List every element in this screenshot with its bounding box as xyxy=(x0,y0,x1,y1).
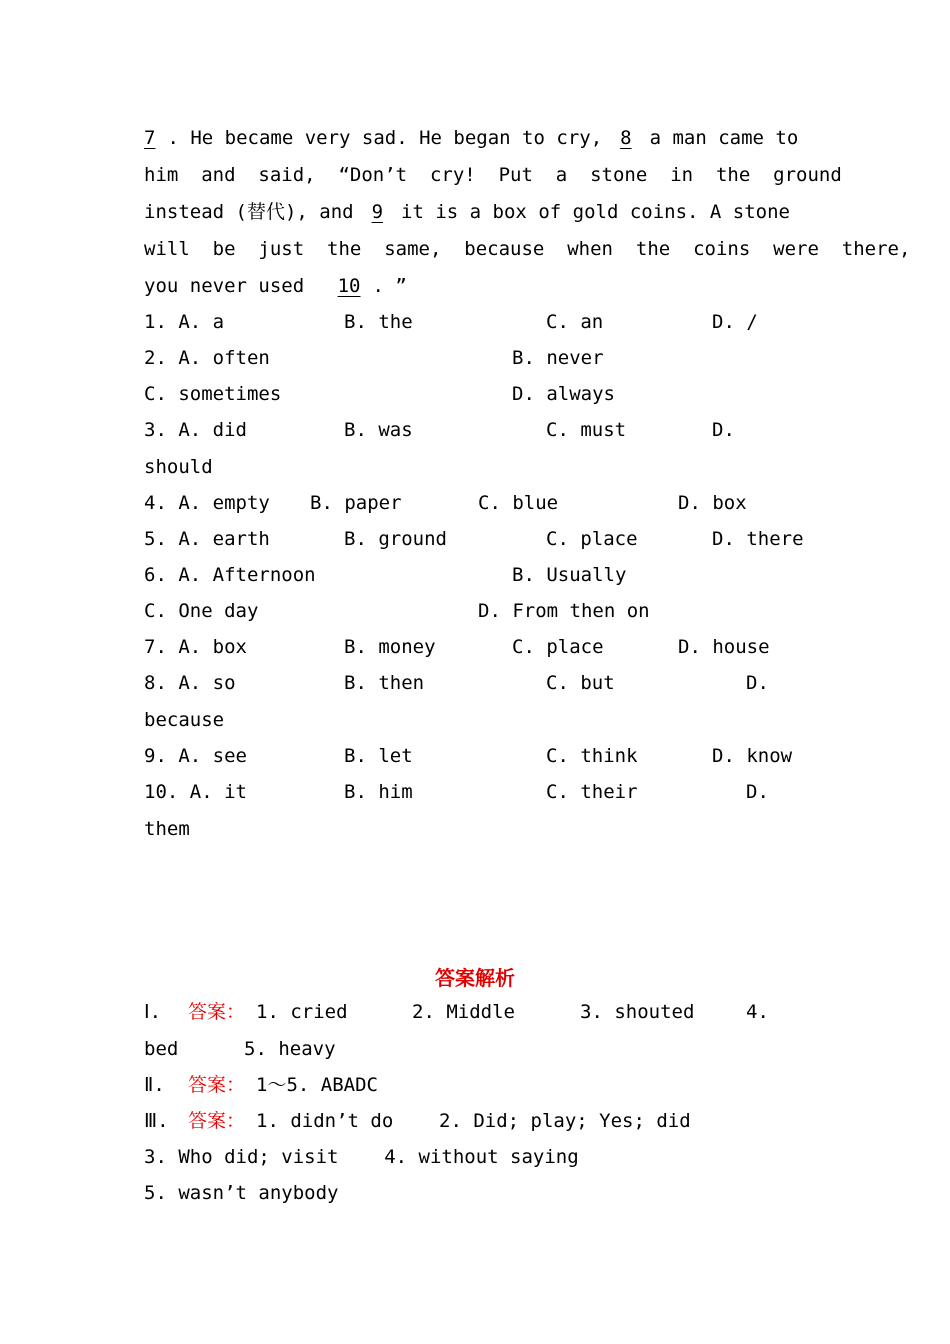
text-item: Ⅲ. xyxy=(144,1110,169,1132)
text-item: 1. A. a xyxy=(144,311,225,333)
text-item: C. One day xyxy=(144,600,259,622)
text-item: C. but xyxy=(546,672,615,694)
text-item: them xyxy=(144,818,190,840)
text-item: C. place xyxy=(512,636,604,658)
text-item: C. place xyxy=(546,528,638,550)
question-row xyxy=(144,817,806,841)
text-item: D. xyxy=(746,672,769,694)
text-item: 2. A. often xyxy=(144,347,270,369)
text-item: 1～5. ABADC xyxy=(256,1074,378,1096)
question-row xyxy=(144,310,806,334)
question-row xyxy=(144,491,806,515)
blank-7: 7 xyxy=(144,127,156,149)
question-row xyxy=(144,671,806,695)
text-item: D. From then on xyxy=(478,600,650,622)
question-row xyxy=(144,744,806,768)
text-item: 7. A. box xyxy=(144,636,247,658)
text-item: Ⅰ. xyxy=(144,1001,162,1023)
text-item: B. let xyxy=(344,745,413,767)
text-item: 4. A. empty xyxy=(144,492,270,514)
question-row xyxy=(144,635,806,659)
blank-8: 8 xyxy=(620,127,632,149)
question-row xyxy=(144,346,806,370)
text-item: because xyxy=(144,709,225,731)
text-item: 5. heavy xyxy=(244,1038,336,1060)
text-item: bed xyxy=(144,1038,179,1060)
question-row xyxy=(144,455,806,479)
answer-section-3-line-3 xyxy=(144,1181,806,1205)
text-item: B. was xyxy=(344,419,413,441)
question-row xyxy=(144,708,806,732)
text-item: 4. xyxy=(746,1001,769,1023)
text-item: B. the xyxy=(344,311,413,333)
text-item: D. box xyxy=(678,492,747,514)
blank-10: 10 xyxy=(337,275,361,297)
text-item: C. blue xyxy=(478,492,559,514)
answer-section-2 xyxy=(144,1073,806,1097)
text-item: 答案： xyxy=(188,1074,246,1096)
text-item: D. xyxy=(746,781,769,803)
text-item: D. know xyxy=(712,745,793,767)
text-item: 8. A. so xyxy=(144,672,236,694)
text-item: C. their xyxy=(546,781,638,803)
passage-line-1: 7 . He became very sad. He began to cry, 8 a man came to xyxy=(144,127,799,149)
answer-section-1-cont xyxy=(144,1037,806,1061)
text-item: B. never xyxy=(512,347,604,369)
text-item: 10. A. it xyxy=(144,781,247,803)
text-item: should xyxy=(144,456,213,478)
text-item: C. think xyxy=(546,745,638,767)
text-item: D. xyxy=(712,419,735,441)
text-item: D. house xyxy=(678,636,770,658)
question-row xyxy=(144,599,806,623)
text-item: D. there xyxy=(712,528,804,550)
text-item: 答案： xyxy=(188,1001,246,1023)
text-item: B. him xyxy=(344,781,413,803)
answer-section-1 xyxy=(144,1000,806,1024)
text-item: 1. didn’t do 2. Did; play; Yes; did xyxy=(256,1110,691,1132)
answer-section-3 xyxy=(144,1109,806,1133)
question-row xyxy=(144,780,806,804)
question-row xyxy=(144,527,806,551)
text-item: 5. A. earth xyxy=(144,528,270,550)
text-item: 5. wasn’t anybody xyxy=(144,1182,339,1204)
passage-line-2: him and said, “Don’t cry! Put a stone in the ground xyxy=(144,164,842,186)
text-item: B. ground xyxy=(344,528,447,550)
text-item: 1. cried xyxy=(256,1001,348,1023)
passage-line-3: instead (替代), and 9 it is a box of gold coins. A stone xyxy=(144,201,790,223)
text-item: D. always xyxy=(512,383,615,405)
text-item: 3. A. did xyxy=(144,419,247,441)
text-item: 6. A. Afternoon xyxy=(144,564,316,586)
text-item: C. an xyxy=(546,311,604,333)
blank-9: 9 xyxy=(371,201,384,223)
answer-section-3-line-2 xyxy=(144,1145,806,1169)
text-item: 3. shouted xyxy=(580,1001,695,1023)
text-item: C. sometimes xyxy=(144,383,282,405)
text-item: B. paper xyxy=(310,492,402,514)
text-item: B. then xyxy=(344,672,425,694)
text-item: B. money xyxy=(344,636,436,658)
text-item: 答案： xyxy=(188,1110,246,1132)
question-row xyxy=(144,418,806,442)
text-item: Ⅱ. xyxy=(144,1074,165,1096)
question-row xyxy=(144,563,806,587)
text-item: 2. Middle xyxy=(412,1001,515,1023)
passage-line-5: you never used 10 . ” xyxy=(144,275,407,297)
passage-line-4: will be just the same, because when the coins were there, xyxy=(144,238,911,260)
question-row xyxy=(144,382,806,406)
text-item: B. Usually xyxy=(512,564,627,586)
text-item: C. must xyxy=(546,419,627,441)
answers-title: 答案解析 xyxy=(435,966,515,990)
text-item: D. / xyxy=(712,311,758,333)
text-item: 3. Who did; visit 4. without saying xyxy=(144,1146,579,1168)
text-item: 9. A. see xyxy=(144,745,247,767)
